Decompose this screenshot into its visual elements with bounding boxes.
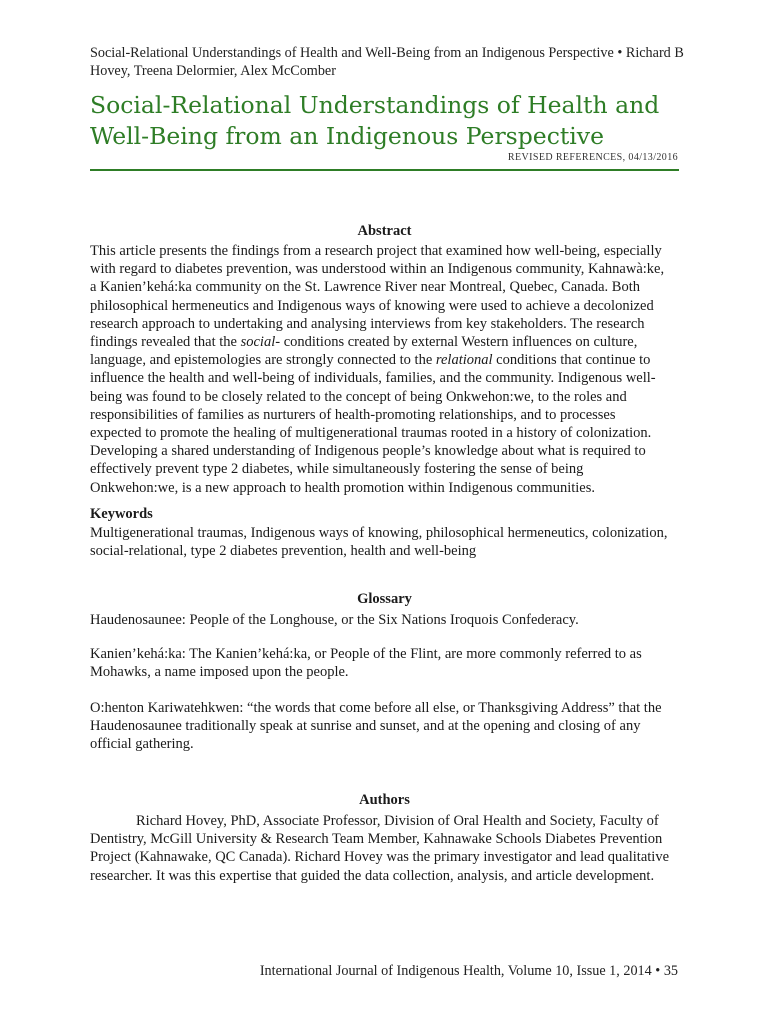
glossary-entry-kanienkehaka: Kanien’kehá:ka: The Kanien’kehá:ka, or People of the Flint, are more commonly referred to as Mohawks, a name imposed upon the people. — [90, 646, 642, 681]
running-head — [90, 44, 690, 80]
abstract-text-part-2: conditions created by external Western influences on culture, language, and epistemologies are strongly connected to the — [90, 334, 638, 369]
running-head-title: Social-Relational Understandings of Health and Well-Being from an Indigenous Perspective — [90, 45, 614, 61]
running-head-separator: • — [617, 45, 623, 61]
keywords-text: Multigenerational traumas, Indigenous ways of knowing, philosophical hermeneutics, colonization, social-relational, type 2 diabetes prevention, health and well-being — [90, 525, 668, 560]
glossary-entry-haudenosaunee: Haudenosaunee: People of the Longhouse, or the Six Nations Iroquois Confederacy. — [90, 612, 579, 628]
footer-journal: International Journal of Indigenous Health, Volume 10, Issue 1, 2014 — [259, 963, 652, 979]
authors-text: Richard Hovey, PhD, Associate Professor, Division of Oral Health and Society, Faculty of Dentistry, McGill University & Research Team Member, Kahnawake Schools Diabetes Prevention Project (Kahnawake, QC Canada). Richard Hovey was the primary investigator and lead qualitative researcher. It was this expertise that guided the data collection, analysis, and article development. — [90, 813, 670, 884]
abstract-heading: Abstract — [357, 223, 412, 239]
running-head-authors: Richard B Hovey, Treena Delormier, Alex McComber — [90, 45, 684, 79]
page-number: 35 — [663, 963, 678, 979]
abstract-text-part-3: conditions that continue to influence the health and well-being of individuals, families, and the community. Indigenous well-being was found to be closely related to the concept of being Onkwehon:we, to the roles and responsibilities of families as nurturers of health-promoting relationships, and to processes expected to promote the healing of multigenerational traumas rooted in a history of colonization. Developing a shared understanding of Indigenous people’s knowledge about what is required to effectively prevent type 2 diabetes, while simultaneously fostering the sense of being Onkwehon:we, is a new approach to health promotion within Indigenous communities. — [90, 352, 656, 496]
revised-note: REVISED REFERENCES, 04/13/2016 — [507, 152, 678, 163]
abstract-italic-relational: relational — [435, 352, 493, 369]
keywords-heading: Keywords — [90, 506, 153, 522]
glossary-entry-ohenton-kariwatehkwen: O:henton Kariwatehkwen: “the words that come before all else, or Thanksgiving Address” that the Haudenosaunee traditionally speak at sunrise and sunset, and at the opening and closing of any official gathering. — [90, 700, 662, 753]
glossary-heading: Glossary — [357, 591, 412, 607]
page-footer — [260, 963, 678, 980]
abstract-text-part-1: This article presents the findings from a research project that examined how well-being, especially with regard to diabetes prevention, was understood within an Indigenous community, Kahnawà:ke, a Kanien’kehá:ka community on the St. Lawrence River near Montreal, Quebec, Canada. Both philosophical hermeneutics and Indigenous ways of knowing were used to achieve a decolonized research approach to undertaking and analysing interviews from key stakeholders. The research findings revealed that the — [90, 243, 665, 351]
abstract-italic-social: social- — [240, 334, 281, 351]
authors-heading: Authors — [359, 792, 410, 808]
article-title: Social-Relational Understandings of Health and Well-Being from an Indigenous Perspective — [90, 91, 660, 150]
title-divider — [90, 169, 679, 171]
footer-separator: • — [655, 963, 661, 979]
abstract-text — [90, 242, 670, 497]
